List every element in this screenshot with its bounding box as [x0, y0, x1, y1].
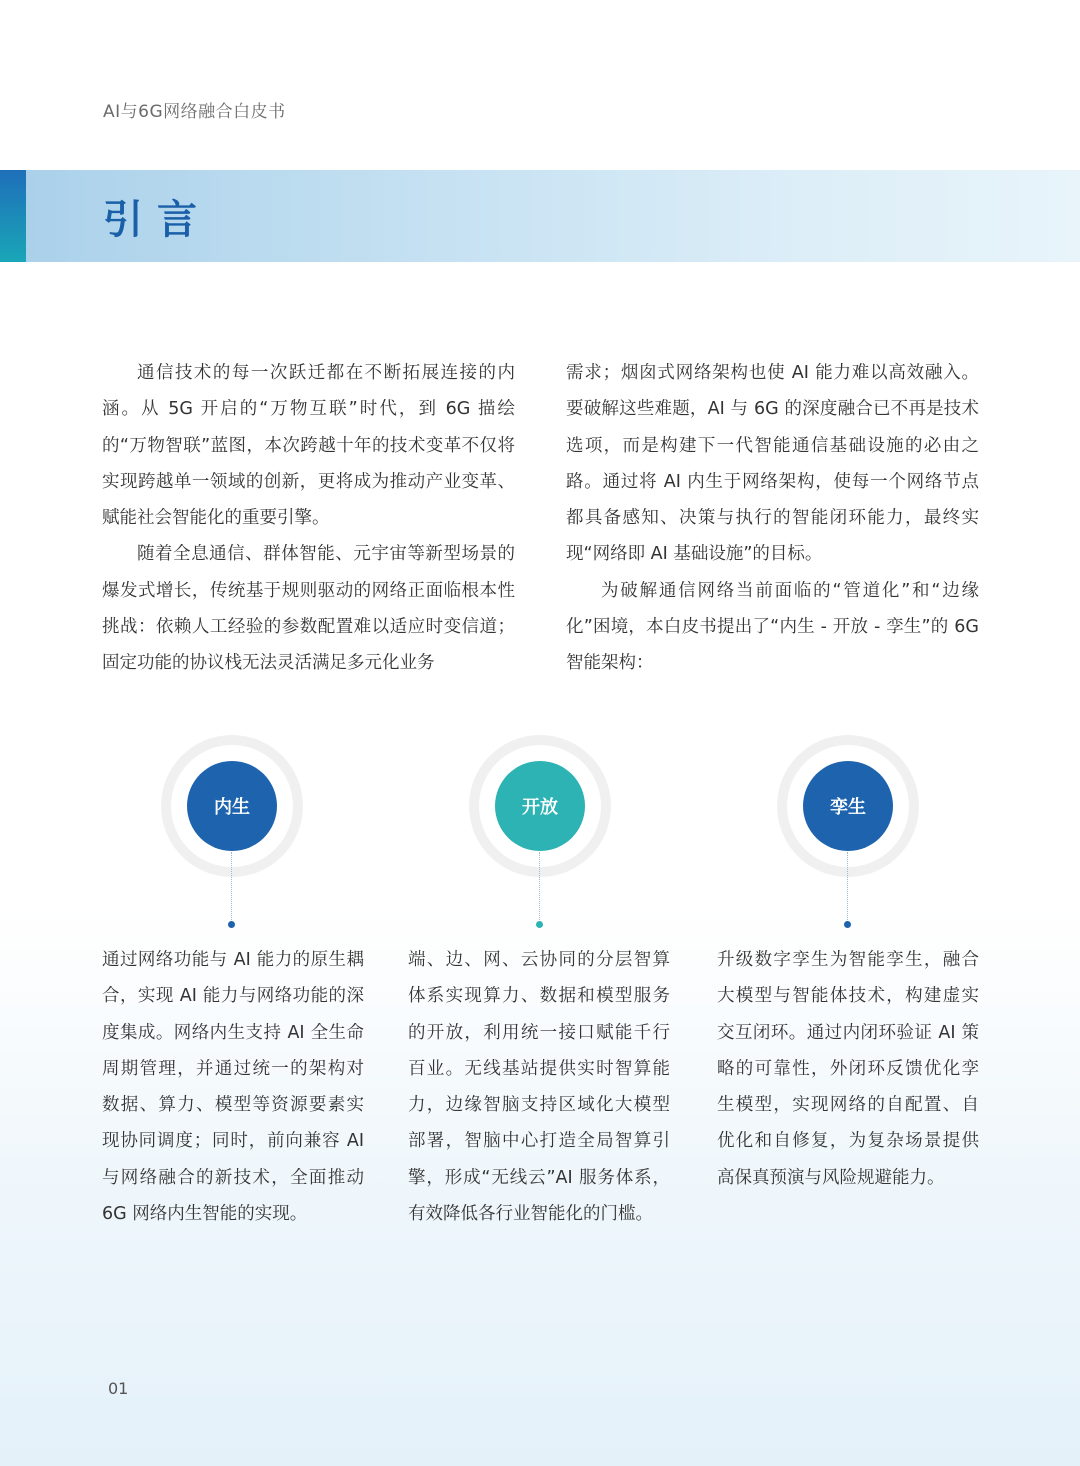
- pillar-connector-dot: [228, 921, 235, 928]
- pillar-circle-luansheng: 孪生: [803, 761, 893, 851]
- pillar-description-neisheng: 通过网络功能与 AI 能力的原生耦合，实现 AI 能力与网络功能的深度集成。网络内生支持 AI 全生命周期管理，并通过统一的架构对数据、算力、模型等资源要素实现协同调度；同时，前向兼容 AI 与网络融合的新技术，全面推动 6G 网络内生智能的实现。: [102, 950, 364, 1225]
- running-header: AI与6G网络融合白皮书: [103, 102, 286, 122]
- intro-paragraph-2-continued: 需求；烟囱式网络架构也使 AI 能力难以高效融入。要破解这些难题，AI 与 6G 的深度融合已不再是技术选项，而是构建下一代智能通信基础设施的必由之路。通过将 AI 内生于网络架构，使每一个网络节点都具备感知、决策与执行的智能闭环能力，最终实现“网络即 AI 基础设施”的目标。: [566, 363, 979, 565]
- section-title: 引言: [103, 197, 211, 243]
- pillar-connector-line: [539, 852, 540, 920]
- section-title-band: [0, 170, 1080, 262]
- pillar-connector-dot: [844, 921, 851, 928]
- pillar-connector-dot: [536, 921, 543, 928]
- intro-column-right: [566, 355, 979, 682]
- pillar-connector-line: [231, 852, 232, 920]
- page-number: 01: [108, 1379, 129, 1398]
- pillar-circle-kaifang: 开放: [495, 761, 585, 851]
- pillar-description-kaifang: 端、边、网、云协同的分层智算体系实现算力、数据和模型服务的开放，利用统一接口赋能千行百业。无线基站提供实时智算能力，边缘智脑支持区域化大模型部署，智脑中心打造全局智算引擎，形成“无线云”AI 服务体系，有效降低各行业智能化的门槛。: [408, 950, 670, 1225]
- pillar-kaifang: [469, 735, 611, 929]
- intro-paragraph-2: 随着全息通信、群体智能、元宇宙等新型场景的爆发式增长，传统基于规则驱动的网络正面临根本性挑战：依赖人工经验的参数配置难以适应时变信道；固定功能的协议栈无法灵活满足多元化业务: [102, 544, 515, 674]
- title-accent-bar: [0, 170, 26, 262]
- intro-column-left: [102, 355, 515, 682]
- intro-paragraph-1: 通信技术的每一次跃迁都在不断拓展连接的内涵。从 5G 开启的“万物互联”时代，到 6G 描绘的“万物智联”蓝图，本次跨越十年的技术变革不仅将实现跨越单一领域的创新，更将成为推动产业变革、赋能社会智能化的重要引擎。: [102, 363, 515, 529]
- intro-paragraph-3: 为破解通信网络当前面临的“管道化”和“边缘化”困境，本白皮书提出了“内生 - 开放 - 孪生”的 6G 智能架构：: [566, 580, 979, 674]
- pillar-neisheng: [161, 735, 303, 929]
- pillar-luansheng: [777, 735, 919, 929]
- pillar-circle-neisheng: 内生: [187, 761, 277, 851]
- pillar-description-luansheng: 升级数字孪生为智能孪生，融合大模型与智能体技术，构建虚实交互闭环。通过内闭环验证 AI 策略的可靠性，外闭环反馈优化孪生模型，实现网络的自配置、自优化和自修复，为复杂场景提供高保真预演与风险规避能力。: [717, 950, 979, 1188]
- pillar-connector-line: [847, 852, 848, 920]
